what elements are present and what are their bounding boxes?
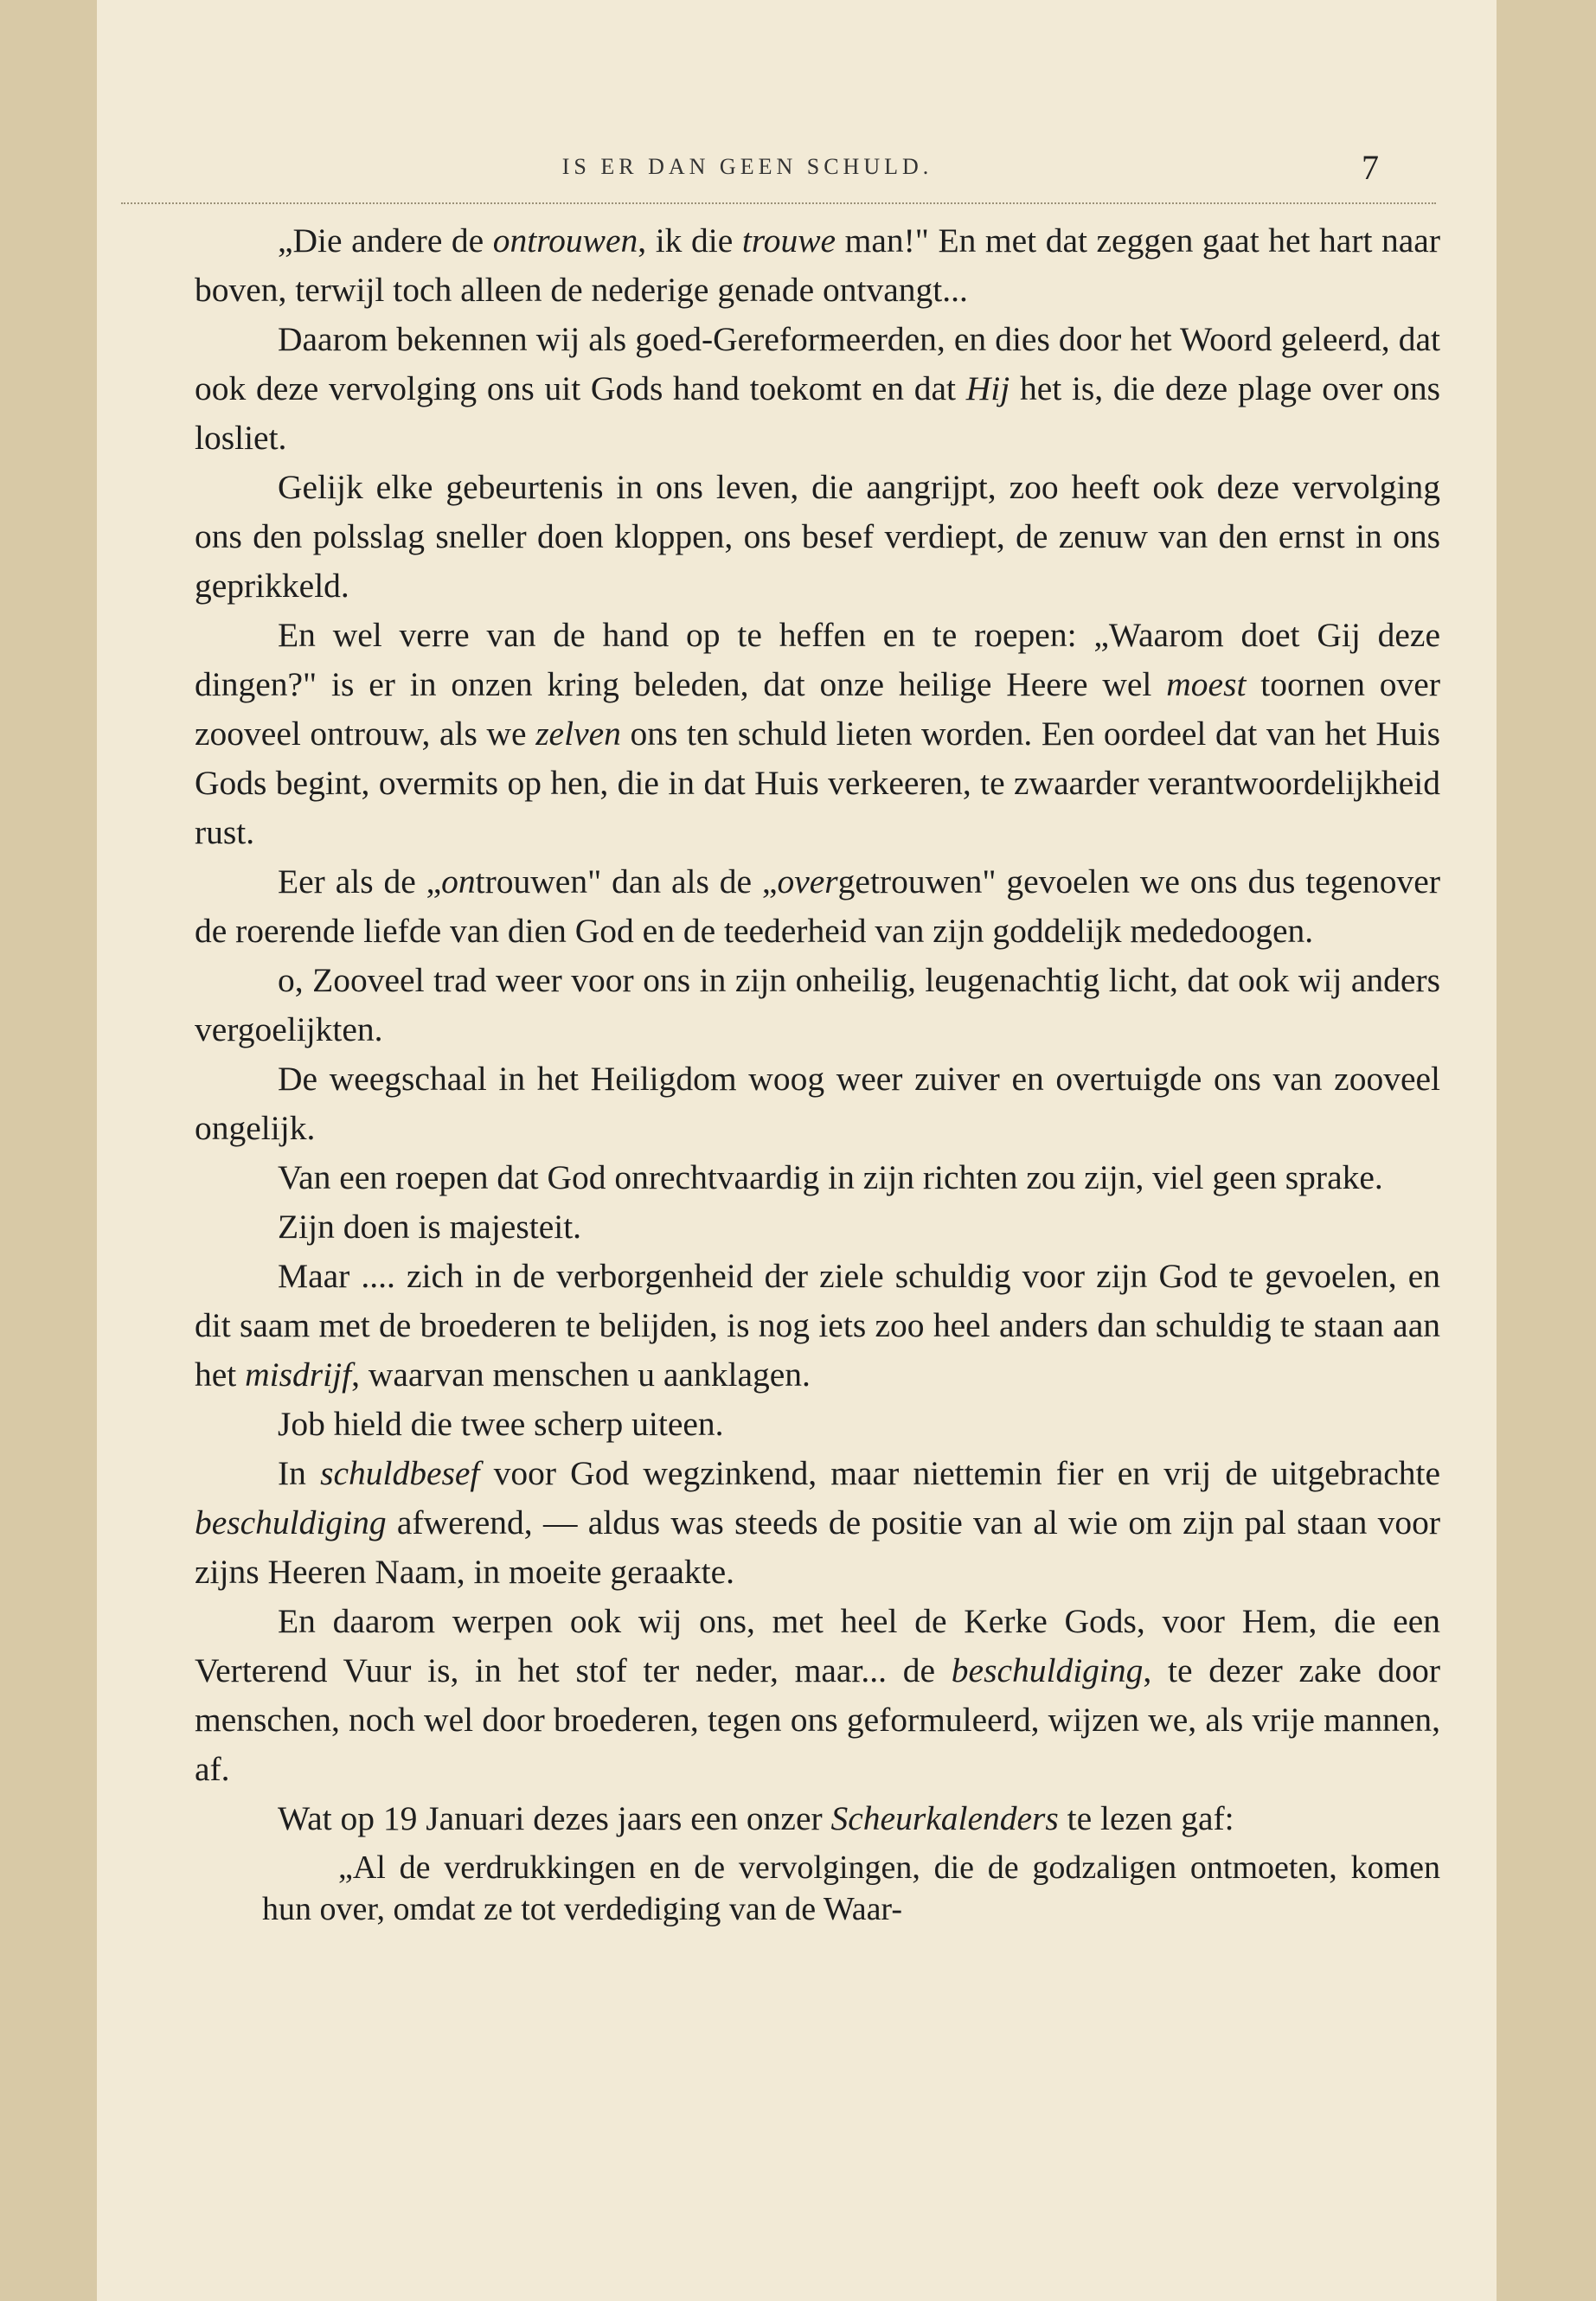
text-run: De weegschaal in het Heiligdom woog weer zuiver en overtuigde ons van zooveel ongelijk. — [195, 1060, 1440, 1147]
text-run: het is, die deze plage over ons losliet. — [195, 369, 1440, 457]
paragraph — [195, 1054, 1440, 1153]
text-run: trouwen" dan als de „ — [475, 862, 778, 901]
body-text — [195, 216, 1440, 1930]
emphasis-text: Scheurkalenders — [830, 1799, 1059, 1837]
paragraph — [195, 1449, 1440, 1597]
emphasis-text: beschuldiging — [951, 1651, 1144, 1689]
scan-margin-left — [0, 0, 97, 2301]
text-run: o, Zooveel trad weer voor ons in zijn onheilig, leugenachtig licht, dat ook wij anders vergoelijkten. — [195, 961, 1440, 1048]
paragraph — [195, 956, 1440, 1054]
emphasis-text: ontrouwen — [492, 221, 638, 260]
text-run: Job hield die twee scherp uiteen. — [278, 1405, 724, 1443]
running-title: IS ER DAN GEEN SCHULD. — [561, 154, 933, 179]
page-number: 7 — [1362, 148, 1379, 187]
emphasis-text: misdrijf — [245, 1356, 352, 1394]
text-run: voor God wegzinkend, maar niettemin fier en vrij de uitgebrachte — [479, 1454, 1440, 1492]
quote-paragraph — [262, 1847, 1440, 1930]
text-run: „Die andere de — [278, 221, 493, 260]
paragraph — [195, 315, 1440, 463]
running-header — [99, 148, 1396, 197]
emphasis-text: moest — [1166, 665, 1247, 703]
paragraph — [195, 1202, 1440, 1252]
paragraph — [195, 216, 1440, 315]
text-run: ons ten schuld lieten worden. Een oordeel dat van het Huis Gods begint, overmits op hen, die in dat Huis verkeeren, te zwaarder verantwoordelijkheid rust. — [195, 715, 1440, 851]
emphasis-text: schuldbesef — [320, 1454, 480, 1492]
paragraph — [195, 1153, 1440, 1202]
emphasis-text: Hij — [965, 369, 1010, 407]
text-run: In — [278, 1454, 321, 1492]
paragraph — [195, 1597, 1440, 1794]
paragraph — [195, 1794, 1440, 1843]
scan-margin-right — [1497, 0, 1596, 2301]
paragraph — [195, 463, 1440, 611]
text-run: , te dezer zake door menschen, noch wel door broederen, tegen ons geformuleerd, wijzen we, als vrije mannen, af. — [195, 1651, 1440, 1788]
header-rule — [121, 202, 1436, 204]
emphasis-text: on — [441, 862, 476, 901]
text-run: Wat op 19 Januari dezes jaars een onzer — [278, 1799, 831, 1837]
text-run: Van een roepen dat God onrechtvaardig in zijn richten zou zijn, viel geen sprake. — [278, 1158, 1383, 1196]
text-run: toornen over zooveel ontrouw, als we — [195, 665, 1440, 753]
paragraph — [195, 1252, 1440, 1400]
text-run: „Al de verdrukkingen en de vervolgingen, die de godzaligen ontmoeten, komen hun over, omdat ze tot verdediging van de Waar- — [262, 1849, 1440, 1927]
text-run: afwerend, — aldus was steeds de positie van al wie om zijn pal staan voor zijns Heeren Naam, in moeite geraakte. — [195, 1503, 1440, 1591]
text-run: te lezen gaf: — [1058, 1799, 1234, 1837]
text-run: En wel verre van de hand op te heffen en te roepen: „Waarom doet Gij deze dingen?" is er in onzen kring beleden, dat onze heilige Heere wel — [195, 616, 1440, 703]
text-run: Daarom bekennen wij als goed-Gereformeerden, en dies door het Woord geleerd, dat ook deze vervolging ons uit Gods hand toekomt en dat — [195, 320, 1440, 407]
paragraph — [195, 857, 1440, 956]
text-run: man!" En met dat zeggen gaat het hart naar boven, terwijl toch alleen de nederige genade ontvangt... — [195, 221, 1440, 309]
text-run: En daarom werpen ook wij ons, met heel de Kerke Gods, voor Hem, die een Verterend Vuur is, in het stof ter neder, maar... de — [195, 1602, 1440, 1689]
text-run: getrouwen" gevoelen we ons dus tegenover de roerende liefde van dien God en de teederheid van zijn goddelijk mededoogen. — [195, 862, 1440, 950]
emphasis-text: beschuldiging — [195, 1503, 387, 1541]
paragraph — [195, 611, 1440, 857]
paragraph — [195, 1400, 1440, 1449]
emphasis-text: trouwe — [741, 221, 836, 260]
text-run: , ik die — [638, 221, 742, 260]
text-run: , waarvan menschen u aanklagen. — [351, 1356, 811, 1394]
text-run: Eer als de „ — [278, 862, 442, 901]
text-run: Zijn doen is majesteit. — [278, 1208, 582, 1246]
emphasis-text: zelven — [535, 715, 621, 753]
emphasis-text: over — [777, 862, 838, 901]
text-run: Maar .... zich in de verborgenheid der ziele schuldig voor zijn God te gevoelen, en dit saam met de broederen te belijden, is nog iets zoo heel anders dan schuldig te staan aan het — [195, 1257, 1440, 1394]
text-run: Gelijk elke gebeurtenis in ons leven, die aangrijpt, zoo heeft ook deze vervolging ons den polsslag sneller doen kloppen, ons besef verdiept, de zenuw van den ernst in ons geprikkeld. — [195, 468, 1440, 605]
